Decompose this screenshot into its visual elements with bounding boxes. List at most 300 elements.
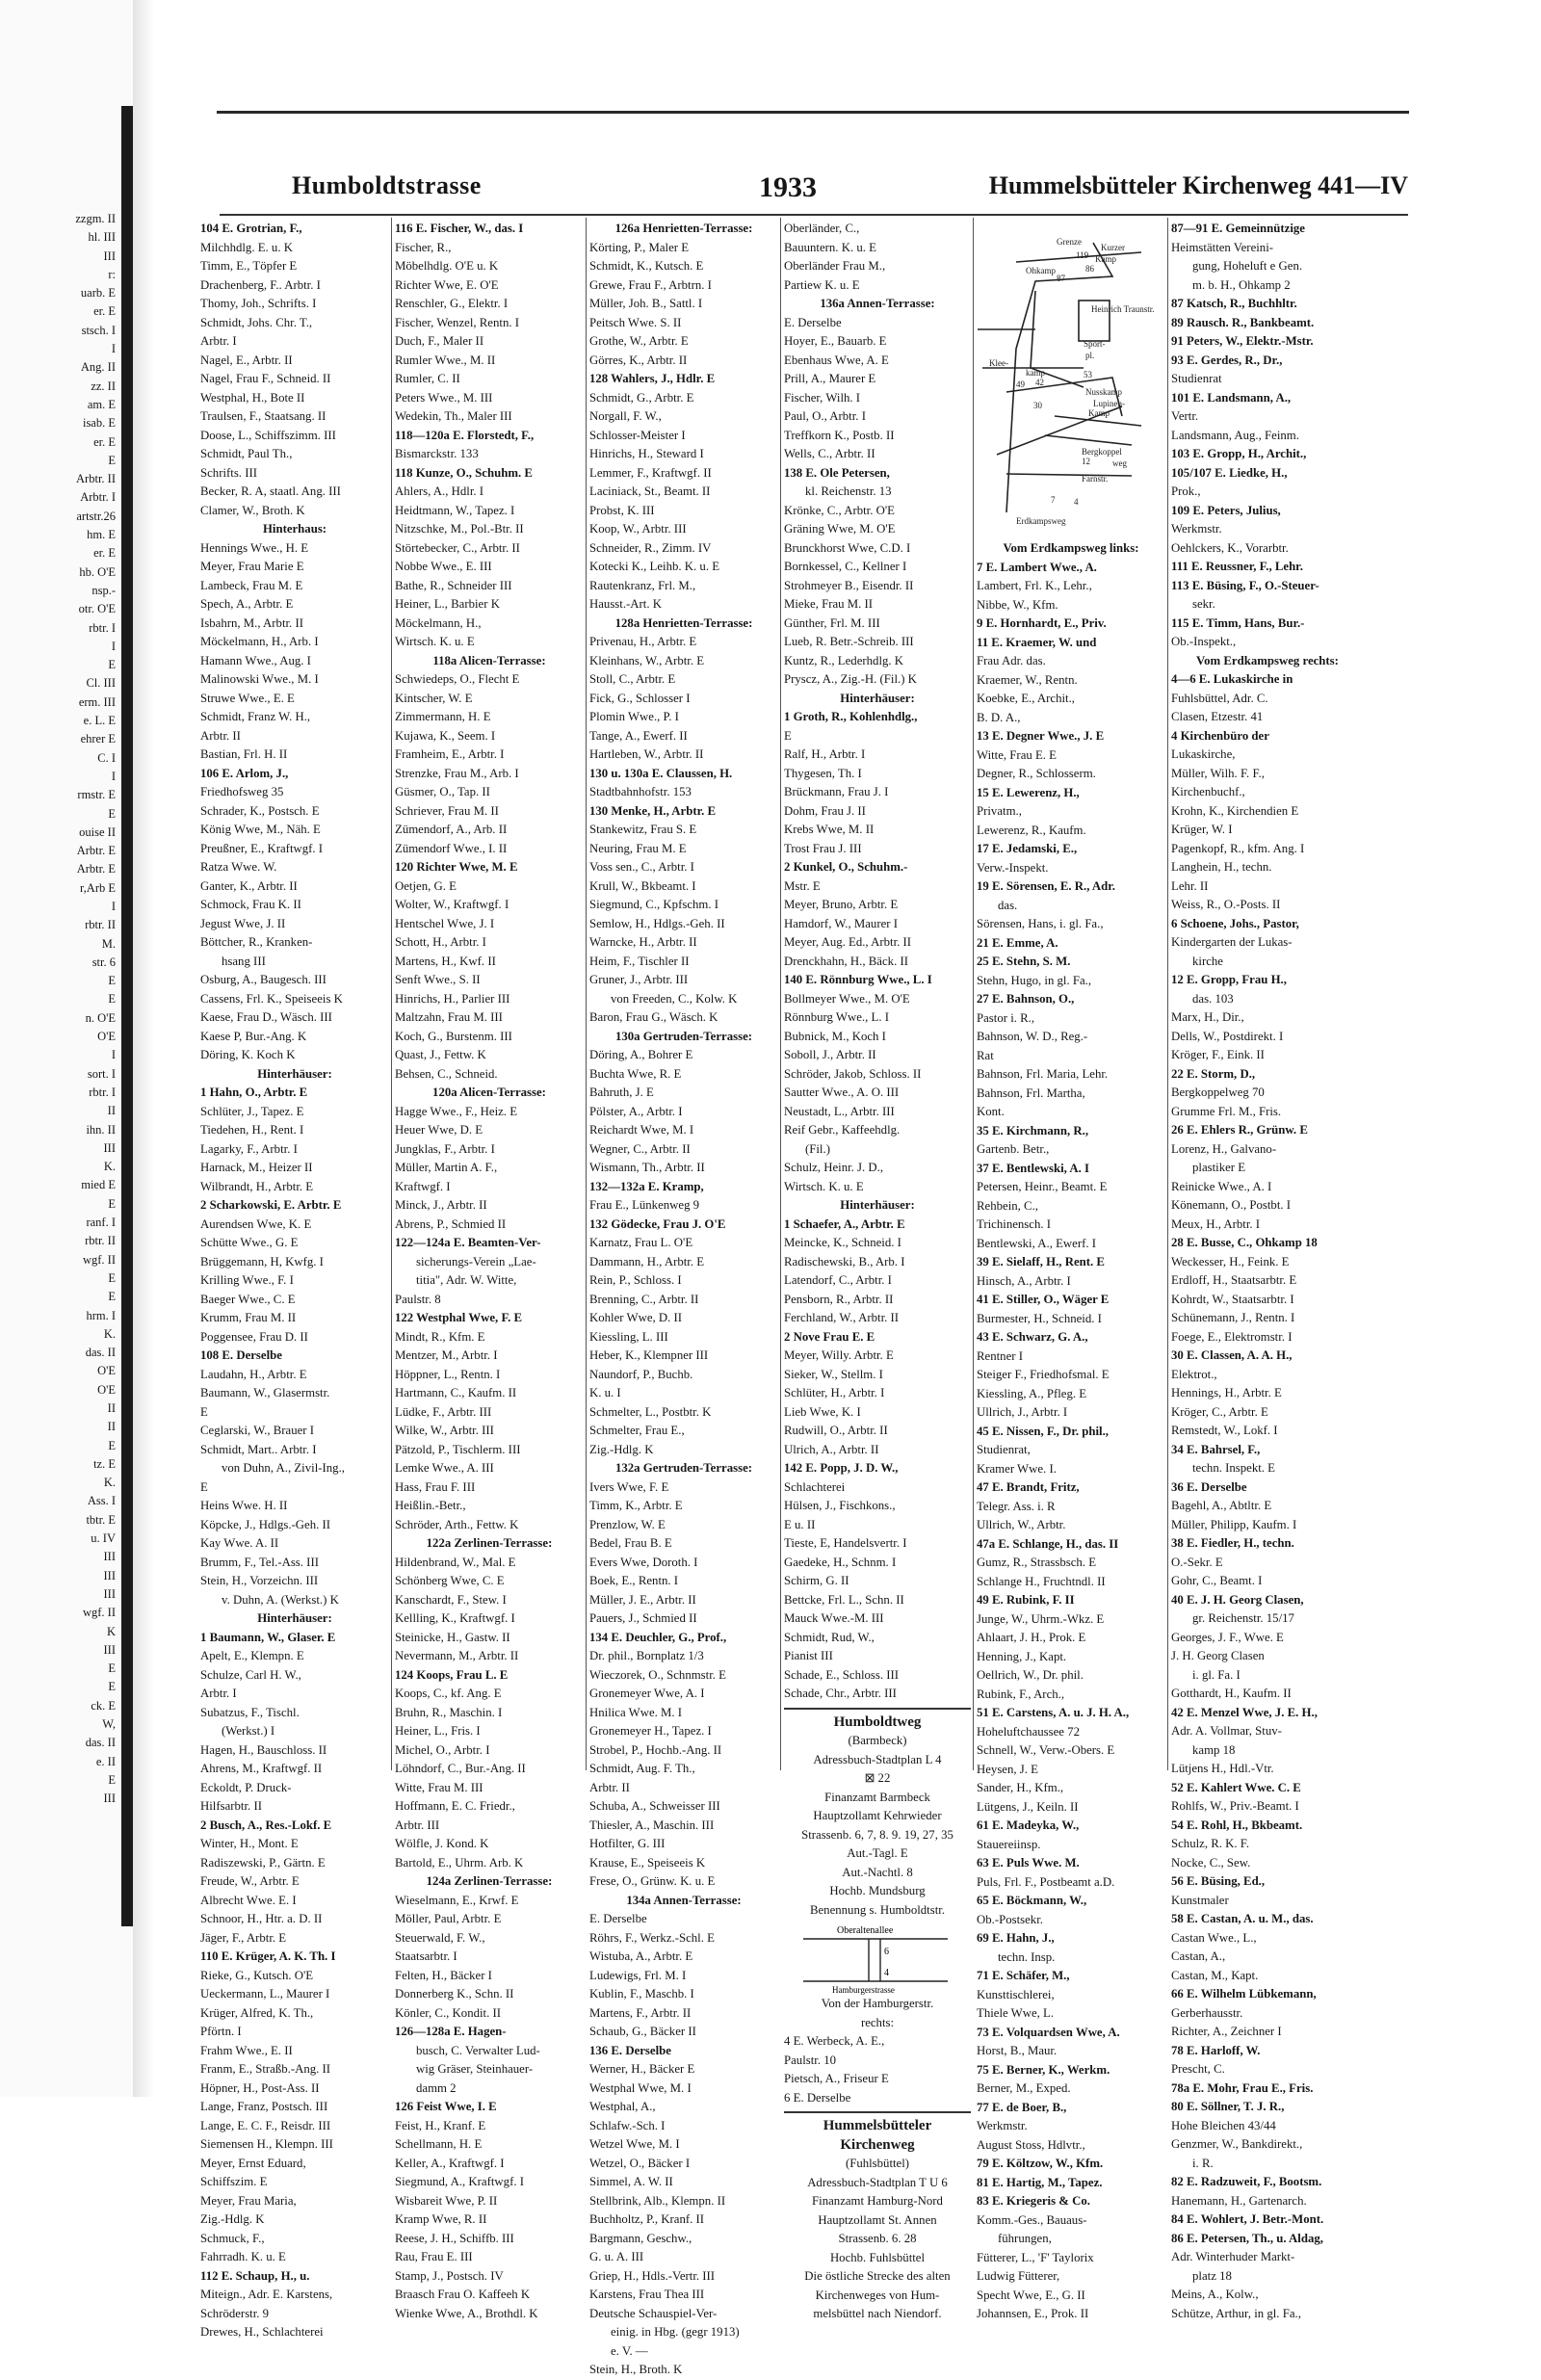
directory-line: 6 Schoene, Johs., Pastor, [1171, 916, 1299, 930]
directory-line: 132 Gödecke, Frau J. O'E [589, 1216, 726, 1231]
directory-line: 54 E. Rohl, H., Bkbeamt. [1171, 1818, 1303, 1832]
directory-line: Kohrdt, W., Staatsarbtr. I [1171, 1292, 1294, 1306]
directory-line: Meins, A., Kolw., [1171, 2288, 1259, 2301]
directory-line: Evers Wwe, Doroth. I [589, 1555, 698, 1569]
directory-line: Quast, J., Fettw. K [395, 1048, 486, 1061]
directory-line: Oetjen, G. E [395, 878, 457, 893]
directory-line: Castan, M., Kapt. [1171, 1968, 1259, 1982]
directory-line: Burmester, H., Schneid. I [977, 1311, 1102, 1325]
directory-line: Höpner, H., Post-Ass. II [200, 2080, 320, 2095]
directory-line: 51 E. Carstens, A. u. J. H. A., [977, 1706, 1130, 1719]
directory-line: Landsmann, Aug., Feinm. [1171, 428, 1299, 442]
directory-line: Gartenb. Betr., [977, 1142, 1050, 1156]
directory-line: Müller, Philipp, Kaufm. I [1171, 1517, 1297, 1531]
directory-line: 1 Baumann, W., Glaser. E [200, 1630, 336, 1644]
directory-line: Lueb, R. Betr.-Schreib. III [784, 635, 914, 648]
map-street-label: Ohkamp [1026, 266, 1056, 275]
directory-line: Schrifts. III [200, 465, 257, 480]
directory-line: 26 E. Ehlers R., Grünw. E [1171, 1123, 1308, 1137]
directory-line: Schriever, Frau M. II [395, 803, 499, 818]
fragment-line: str. 6 [91, 955, 116, 969]
directory-line: 124a Zerlinen-Terrasse: [426, 1874, 553, 1888]
directory-line: Hartmann, C., Kaufm. II [395, 1386, 517, 1399]
fragment-line: I [111, 342, 116, 356]
directory-line: 122—124a E. Beamten-Ver- [395, 1236, 541, 1249]
directory-line: Kintscher, W. E [395, 691, 473, 705]
directory-line: Schade, Chr., Arbtr. III [784, 1687, 897, 1700]
directory-line: 36 E. Derselbe [1171, 1479, 1247, 1494]
directory-line: Deutsche Schauspiel-Ver- [589, 2306, 718, 2320]
directory-line: Günther, Frl. M. III [784, 615, 880, 630]
fragment-line: I [111, 1048, 116, 1062]
directory-line: 49 E. Rubink, F. II [977, 1593, 1075, 1607]
directory-line: Hennings, H., Arbtr. E [1171, 1386, 1282, 1399]
fragment-line: das. II [85, 1346, 116, 1360]
directory-line: Bollmeyer Wwe., M. O'E [784, 991, 910, 1006]
fragment-line: tbtr. E [86, 1512, 116, 1527]
directory-line: wig Gräser, Steinhauer- [416, 2062, 534, 2076]
directory-line: 37 E. Bentlewski, A. I [977, 1161, 1089, 1175]
directory-line: Martens, F., Arbtr. II [589, 2005, 692, 2020]
directory-line: Petersen, Heinr., Beamt. E [977, 1180, 1108, 1193]
directory-line: Timm, K., Arbtr. E [589, 1499, 683, 1512]
directory-line: Arbtr. II [589, 1780, 630, 1794]
directory-line: Georges, J. F., Wwe. E [1171, 1630, 1284, 1644]
fragment-line: das. II [85, 1736, 116, 1750]
directory-line: Siegmund, A., Kraftwgf. I [395, 2175, 524, 2188]
directory-line: Spech, A., Arbtr. E [200, 597, 294, 611]
directory-line: Westphal Wwe, M. I [589, 2080, 692, 2095]
directory-line: 80 E. Söllner, T. J. R., [1171, 2100, 1285, 2113]
directory-line: 25 E. Stehn, S. M. [977, 955, 1071, 968]
directory-line: Ivers Wwe, F. E [589, 1479, 669, 1494]
directory-line: 118—120a E. Florstedt, F., [395, 428, 535, 442]
column-3 [589, 220, 778, 2380]
directory-line: Studienrat [1171, 372, 1222, 385]
directory-line: 87 Katsch, R., Buchhltr. [1171, 297, 1297, 310]
directory-line: 2 Busch, A., Res.-Lokf. E [200, 1818, 332, 1832]
directory-line: 86 E. Petersen, Th., u. Aldag, [1171, 2231, 1323, 2245]
directory-line: Pförtn. I [200, 2025, 242, 2038]
directory-line: J. H. Georg Clasen [1171, 1649, 1265, 1662]
fragment-line: E [108, 453, 116, 467]
directory-line: 34 E. Bahrsel, F., [1171, 1442, 1261, 1456]
directory-line: 140 E. Rönnburg Wwe., L. I [784, 973, 932, 986]
directory-line: Degner, R., Schlosserm. [977, 767, 1096, 780]
directory-line: Remstedt, W., Lokf. I [1171, 1424, 1278, 1437]
section-title-humboldtweg: Humboldtweg [833, 1713, 922, 1730]
directory-line: busch, C. Verwalter Lud- [416, 2043, 540, 2057]
directory-line: Brückmann, Frau J. I [784, 785, 889, 798]
directory-line: Albrecht Wwe. E. I [200, 1893, 297, 1907]
directory-line: Schuba, A., Schweisser III [589, 1799, 720, 1813]
section-subtitle: (Fuhlsbüttel) [845, 2157, 910, 2170]
directory-line: Krönke, C., Arbtr. O'E [784, 503, 895, 517]
directory-line: führungen, [998, 2232, 1052, 2245]
directory-line: 132a Gertruden-Terrasse: [614, 1461, 753, 1475]
directory-line: Bettcke, Frl. L., Schn. II [784, 1592, 904, 1607]
directory-line: Kaese, Frau D., Wäsch. III [200, 1010, 332, 1024]
directory-line: Grumme Frl. M., Fris. [1171, 1104, 1282, 1118]
directory-line: Könler, C., Kondit. II [395, 2005, 502, 2020]
directory-line: Grewe, Frau F., Arbtrn. I [589, 277, 712, 292]
directory-line: 109 E. Peters, Julius, [1171, 503, 1281, 517]
directory-line: (Fil.) [805, 1141, 830, 1156]
column-1 [200, 220, 389, 2342]
directory-line: Lange, E. C. F., Reisdr. III [200, 2118, 331, 2132]
directory-line: Heiner, L., Fris. I [395, 1724, 481, 1738]
section-rule [784, 1708, 971, 1710]
directory-line: Pölster, A., Arbtr. I [589, 1104, 683, 1118]
directory-line: Preußner, E., Kraftwgf. I [200, 841, 324, 855]
directory-line: Horst, B., Maur. [977, 2044, 1058, 2057]
directory-line: Schlafw.-Sch. I [589, 2118, 666, 2132]
directory-line: 130 Menke, H., Arbtr. E [589, 803, 717, 818]
directory-line: Erdloff, H., Staatsarbtr. E [1171, 1273, 1297, 1287]
directory-line: Kujawa, K., Seem. I [395, 728, 496, 743]
info-line: Strassenb. 6. 28 [838, 2232, 917, 2245]
directory-line: Arbtr. I [200, 1687, 237, 1700]
directory-line: Görres, K., Arbtr. II [589, 353, 688, 367]
directory-line: Müller, Joh. B., Sattl. I [589, 297, 703, 310]
directory-line: 7 E. Lambert Wwe., A. [977, 560, 1097, 574]
directory-line: Schlosser-Meister I [589, 428, 686, 442]
fragment-line: II [107, 1401, 116, 1415]
directory-line: Partiew K. u. E [784, 277, 860, 292]
fragment-line: hm. E [87, 528, 116, 542]
directory-line: Westphal, A., [589, 2100, 656, 2113]
directory-line: 136a Annen-Terrasse: [820, 297, 935, 310]
directory-line: Lemke Wwe., A. III [395, 1461, 494, 1475]
directory-line: Schmidt, G., Arbtr. E [589, 390, 694, 405]
directory-line: Kramer Wwe. I. [977, 1461, 1057, 1476]
fragment-line: E [108, 974, 116, 988]
directory-line: 2 Nove Frau E. E [784, 1329, 875, 1344]
directory-line: 126—128a E. Hagen- [395, 2025, 507, 2038]
directory-line: Gumz, R., Strassbsch. E [977, 1556, 1097, 1569]
directory-line: Drenckhahn, H., Bäck. II [784, 954, 908, 968]
directory-line: Kaese P, Bur.-Ang. K [200, 1029, 307, 1043]
directory-line: damm 2 [416, 2080, 457, 2095]
directory-line: Baeger Wwe., C. E [200, 1292, 296, 1306]
directory-line: Kleinhans, W., Arbtr. E [589, 653, 705, 667]
directory-line: Laciniack, St., Beamt. II [589, 484, 711, 498]
directory-line: Hagge Wwe., F., Heiz. E [395, 1104, 518, 1118]
directory-line: Bergkoppelweg 70 [1171, 1085, 1265, 1099]
fragment-line: E [108, 1661, 116, 1676]
directory-line: 118a Alicen-Terrasse: [432, 653, 546, 667]
directory-line: Rumler Wwe., M. II [395, 353, 496, 367]
directory-line: Arbtr. II [200, 728, 241, 743]
directory-line: Privatm., [977, 804, 1022, 818]
directory-line: Pätzold, P., Tischlerm. III [395, 1442, 521, 1456]
directory-line: Lange, Franz, Postsch. III [200, 2100, 328, 2113]
directory-line: Buchholtz, P., Kranf. II [589, 2212, 705, 2226]
directory-line: Kay Wwe. A. II [200, 1536, 279, 1550]
directory-line: Hohe Bleichen 43/44 [1171, 2118, 1276, 2132]
directory-line: Doose, L., Schiffszimm. III [200, 428, 336, 442]
header-left-street: Humboldtstrasse [292, 171, 482, 199]
directory-line: Hülsen, J., Fischkons., [784, 1499, 896, 1512]
diagram-label-bottom: Hamburgerstrasse [832, 1985, 895, 1995]
fragment-line: II [107, 1104, 116, 1118]
directory-line: 47a E. Schlange, H., das. II [977, 1536, 1119, 1551]
fragment-line: rbtr. I [89, 620, 116, 635]
directory-line: Heidtmann, W., Tapez. I [395, 503, 515, 517]
directory-line: Schulz, Heinr. J. D., [784, 1161, 884, 1174]
directory-line: Bauuntern. K. u. E [784, 240, 876, 254]
directory-line: 71 E. Schäfer, M., [977, 1969, 1070, 1982]
directory-line: Sander, H., Kfm., [977, 1781, 1064, 1794]
directory-line: Pauers, J., Schmied II [589, 1611, 697, 1625]
directory-line: Müller, Wilh. F. F., [1171, 766, 1265, 780]
directory-line: Kraftwgf. I [395, 1179, 451, 1193]
directory-line: 130 u. 130a E. Claussen, H. [589, 766, 733, 780]
directory-line: E u. II [784, 1517, 816, 1531]
fragment-line: I [111, 899, 116, 913]
directory-line: 126a Henrietten-Terrasse: [614, 222, 753, 235]
directory-line: Hoheluftchaussee 72 [977, 1724, 1080, 1739]
directory-line: Lemmer, F., Kraftwgf. II [589, 465, 712, 480]
fragment-line: r,Arb E [80, 880, 116, 895]
directory-line: Castan, A., [1171, 1949, 1226, 1963]
directory-line: Traulsen, F., Staatsang. II [200, 409, 326, 423]
directory-line: Nagel, E., Arbtr. II [200, 353, 293, 367]
directory-line: Friedhofsweg 35 [200, 785, 284, 798]
directory-line: Bagehl, A., Abtltr. E [1171, 1499, 1272, 1512]
directory-line: platz 18 [1192, 2268, 1232, 2283]
directory-line: Fütterer, L., 'F' Taylorix [977, 2250, 1094, 2264]
directory-line: Ahlaart, J. H., Prok. E [977, 1631, 1086, 1644]
directory-line: Nibbe, W., Kfm. [977, 597, 1058, 612]
directory-line: Brumm, F., Tel.-Ass. III [200, 1555, 319, 1569]
fragment-line: zzgm. II [75, 212, 116, 225]
directory-line: Poggensee, Frau D. II [200, 1329, 308, 1344]
directory-line: 21 E. Emme, A. [977, 935, 1058, 950]
directory-line: Mstr. E [784, 878, 821, 893]
directory-line: Stauereiinsp. [977, 1837, 1041, 1851]
directory-line: das. [998, 898, 1018, 912]
directory-line: Witte, Frau E. E [977, 747, 1057, 762]
directory-line: Rautenkranz, Frl. M., [589, 578, 696, 592]
directory-line: 43 E. Schwarz, G. A., [977, 1330, 1088, 1344]
directory-line: Siegmund, C., Kpfschm. I [589, 898, 719, 911]
directory-line: Nocke, C., Sew. [1171, 1855, 1251, 1870]
directory-line: Zig.-Hdlg. K [200, 2212, 265, 2226]
directory-line: Meyer, Bruno, Arbtr. E [784, 898, 899, 911]
fragment-line: nsp.- [91, 583, 116, 597]
directory-line: Martens, H., Kwf. II [395, 954, 496, 968]
directory-line: Schmock, Frau K. II [200, 898, 301, 911]
directory-line: 45 E. Nissen, F., Dr. phil., [977, 1424, 1110, 1438]
column-rule [391, 218, 392, 1770]
directory-line: Strenzke, Frau M., Arb. I [395, 766, 519, 780]
fragment-line: tz. E [93, 1456, 116, 1471]
directory-line: Möckelmann, H., Arb. I [200, 635, 319, 648]
directory-line: Von der Hamburgerstr. [821, 1997, 934, 2010]
fragment-line: wgf. II [82, 1252, 116, 1267]
directory-line: Gotthardt, H., Kaufm. II [1171, 1687, 1292, 1700]
map-street-label: Bergkoppel [1082, 447, 1122, 457]
directory-line: August Stoss, Hdlvtr., [977, 2137, 1085, 2152]
directory-line: Hinterhäuser: [257, 1611, 332, 1625]
directory-line: Schrader, K., Postsch. E [200, 803, 320, 818]
directory-line: Ganter, K., Arbtr. II [200, 878, 298, 893]
fragment-line: II [107, 1420, 116, 1434]
directory-line: Döring, K. Koch K [200, 1048, 296, 1061]
map-street-label: Grenze [1057, 237, 1082, 247]
directory-line: Marx, H., Dir., [1171, 1010, 1244, 1024]
directory-line: 63 E. Puls Wwe. M. [977, 1856, 1080, 1870]
directory-line: Strohmeyer B., Eisendr. II [784, 578, 914, 592]
directory-line: Dohm, Frau J. II [784, 803, 866, 818]
header-year: 1933 [759, 171, 817, 203]
fragment-line: e. L. E [83, 714, 116, 728]
fragment-line: M. [101, 936, 116, 951]
directory-line: Freude, W., Arbtr. E [200, 1874, 300, 1888]
directory-line: Gronemeyer H., Tapez. I [589, 1724, 712, 1738]
directory-line: Rohlfs, W., Priv.-Beamt. I [1171, 1799, 1299, 1813]
directory-line: Prill, A., Maurer E [784, 372, 876, 385]
directory-line: Hilfsarbtr. II [200, 1799, 262, 1813]
directory-line: Thiesler, A., Maschin. III [589, 1818, 715, 1832]
directory-line: von Freeden, C., Kolw. K [611, 991, 738, 1006]
directory-line: Wirtsch. K. u. E [395, 635, 475, 648]
directory-line: Reese, J. H., Schiffb. III [395, 2231, 514, 2245]
directory-line: Schütte Wwe., G. E [200, 1236, 299, 1249]
directory-line: Elektrot., [1171, 1367, 1217, 1381]
directory-line: 134 E. Deuchler, G., Prof., [589, 1630, 727, 1644]
directory-line: Hennings Wwe., H. E [200, 540, 309, 555]
directory-line: Schröderstr. 9 [200, 2306, 270, 2320]
directory-line: 4 E. Werbeck, A. E., [784, 2034, 885, 2048]
info-line: Adressbuch-Stadtplan L 4 [813, 1752, 942, 1766]
map-house-number: 7 [1051, 495, 1056, 505]
directory-line: Neustadt, L., Arbtr. III [784, 1104, 895, 1118]
directory-line: Lewerenz, R., Kaufm. [977, 823, 1086, 837]
directory-line: E [200, 1404, 208, 1419]
directory-line: Sieker, W., Stellm. I [784, 1367, 883, 1381]
directory-line: 120a Alicen-Terrasse: [432, 1085, 546, 1099]
directory-line: Möbelhdlg. O'E u. K [395, 259, 499, 273]
directory-line: Pryscz, A., Zig.-H. (Fil.) K [784, 672, 917, 686]
directory-line: Karstens, Frau Thea III [589, 2288, 705, 2301]
directory-line: Wolter, W., Kraftwgf. I [395, 898, 509, 911]
directory-line: Hinterhäuser: [257, 1066, 332, 1081]
column-rule [780, 218, 781, 1770]
info-line: Hauptzollamt St. Annen [818, 2212, 937, 2227]
map-street-label: Heinrich Traunstr. [1091, 304, 1155, 314]
fragment-line: Ang. II [80, 360, 116, 375]
directory-line: Neuring, Frau M. E [589, 841, 687, 855]
directory-line: Bentlewski, A., Ewerf. I [977, 1236, 1097, 1250]
directory-line: Johannsen, E., Prok. II [977, 2307, 1089, 2320]
directory-line: Telegr. Ass. i. R [977, 1499, 1056, 1513]
directory-line: Trichinensch. I [977, 1217, 1052, 1231]
directory-line: techn. Insp. [998, 1949, 1056, 1964]
directory-line: Schlüter, H., Arbtr. I [784, 1386, 885, 1399]
directory-line: Rein, P., Schloss. I [589, 1273, 682, 1287]
directory-line: Keller, A., Kraftwgf. I [395, 2156, 505, 2170]
directory-line: 120 Richter Wwe, M. E [395, 860, 518, 874]
directory-line: 82 E. Radzuweit, F., Bootsm. [1171, 2175, 1322, 2188]
directory-line: Zig.-Hdlg. K [589, 1442, 654, 1456]
directory-line: Hoyer, E., Bauarb. E [784, 334, 887, 348]
directory-line: 35 E. Kirchmann, R., [977, 1123, 1089, 1138]
directory-line: Reichardt Wwe, M. I [589, 1123, 694, 1137]
directory-line: Malinowski Wwe., M. I [200, 672, 319, 686]
directory-line: 1 Schaefer, A., Arbtr. E [784, 1216, 905, 1231]
left-page-text-fragments [0, 210, 116, 1809]
fragment-line: r: [108, 267, 116, 281]
info-line: ⊠ 22 [864, 1771, 891, 1785]
directory-line: Heysen, J. E [977, 1762, 1038, 1776]
directory-line: Rumler, C. II [395, 372, 460, 385]
directory-line: 112 E. Schaup, H., u. [200, 2268, 310, 2283]
fragment-line: C. I [97, 750, 116, 765]
map-street-label: Sport- [1084, 339, 1106, 349]
directory-line: 132—132a E. Kramp, [589, 1179, 704, 1193]
directory-line: Ebenhaus Wwe, A. E [784, 353, 889, 367]
directory-line: Hnilica Wwe. M. I [589, 1705, 683, 1719]
directory-line: Norgall, F. W., [589, 409, 662, 423]
directory-line: Schmelter, Frau E., [589, 1424, 685, 1437]
directory-line: 77 E. de Boer, B., [977, 2100, 1067, 2114]
directory-line: Wells, C., Arbtr. II [784, 447, 875, 460]
info-line: Adressbuch-Stadtplan T U 6 [807, 2175, 948, 2189]
section-rule [784, 2111, 971, 2113]
directory-line: Krüger, W. I [1171, 823, 1233, 836]
fragment-line: rbtr. II [85, 1234, 116, 1248]
fragment-line: E [108, 1196, 116, 1211]
map-street-label: Klee- [989, 358, 1008, 368]
directory-line: 13 E. Degner Wwe., J. E [977, 729, 1105, 743]
diagram-number: 4 [884, 1968, 889, 1978]
directory-line: Westphal, H., Bote II [200, 390, 305, 405]
directory-line: Bedel, Frau B. E [589, 1536, 672, 1550]
directory-line: Behsen, C., Schneid. [395, 1066, 498, 1081]
directory-line: 65 E. Böckmann, W., [977, 1894, 1087, 1907]
directory-line: Milchhdlg. E. u. K [200, 240, 293, 254]
directory-line: Wistuba, A., Arbtr. E [589, 1949, 693, 1963]
directory-line: Paul, O., Arbtr. I [784, 409, 866, 423]
directory-line: Rehbein, C., [977, 1198, 1038, 1213]
directory-line: Wisbareit Wwe, P. II [395, 2193, 498, 2208]
directory-line: 1 Hahn, O., Arbtr. E [200, 1085, 308, 1099]
directory-line: 106 E. Arlom, J., [200, 766, 289, 780]
directory-line: Junge, W., Uhrm.-Wkz. E [977, 1611, 1105, 1626]
map-house-number: 53 [1084, 370, 1092, 379]
map-street-label: Farnstr. [1082, 474, 1109, 484]
directory-line: Zimmermann, H. E [395, 710, 491, 723]
directory-line: Stamp, J., Postsch. IV [395, 2268, 504, 2283]
directory-line: 134a Annen-Terrasse: [626, 1893, 742, 1907]
directory-line: 101 E. Landsmann, A., [1171, 390, 1292, 405]
directory-line: Hinterhäuser: [840, 691, 915, 705]
directory-line: 42 E. Menzel Wwe, J. E. H., [1171, 1705, 1318, 1719]
directory-line: Studienrat, [977, 1443, 1031, 1456]
directory-line: Senft Wwe., S. II [395, 973, 481, 986]
directory-line: Krause, E., Speiseeis K [589, 1855, 706, 1870]
map-house-number: 4 [1074, 497, 1079, 507]
directory-line: Berner, M., Exped. [977, 2081, 1071, 2095]
directory-line: Meux, H., Arbtr. I [1171, 1216, 1261, 1231]
directory-line: Boek, E., Rentn. I [589, 1574, 679, 1587]
directory-line: 27 E. Bahnson, O., [977, 992, 1075, 1006]
directory-line: Körting, P., Maler E [589, 240, 690, 254]
directory-line: 2 Scharkowski, E. Arbtr. E [200, 1198, 342, 1212]
fragment-line: O'E [97, 1364, 116, 1378]
